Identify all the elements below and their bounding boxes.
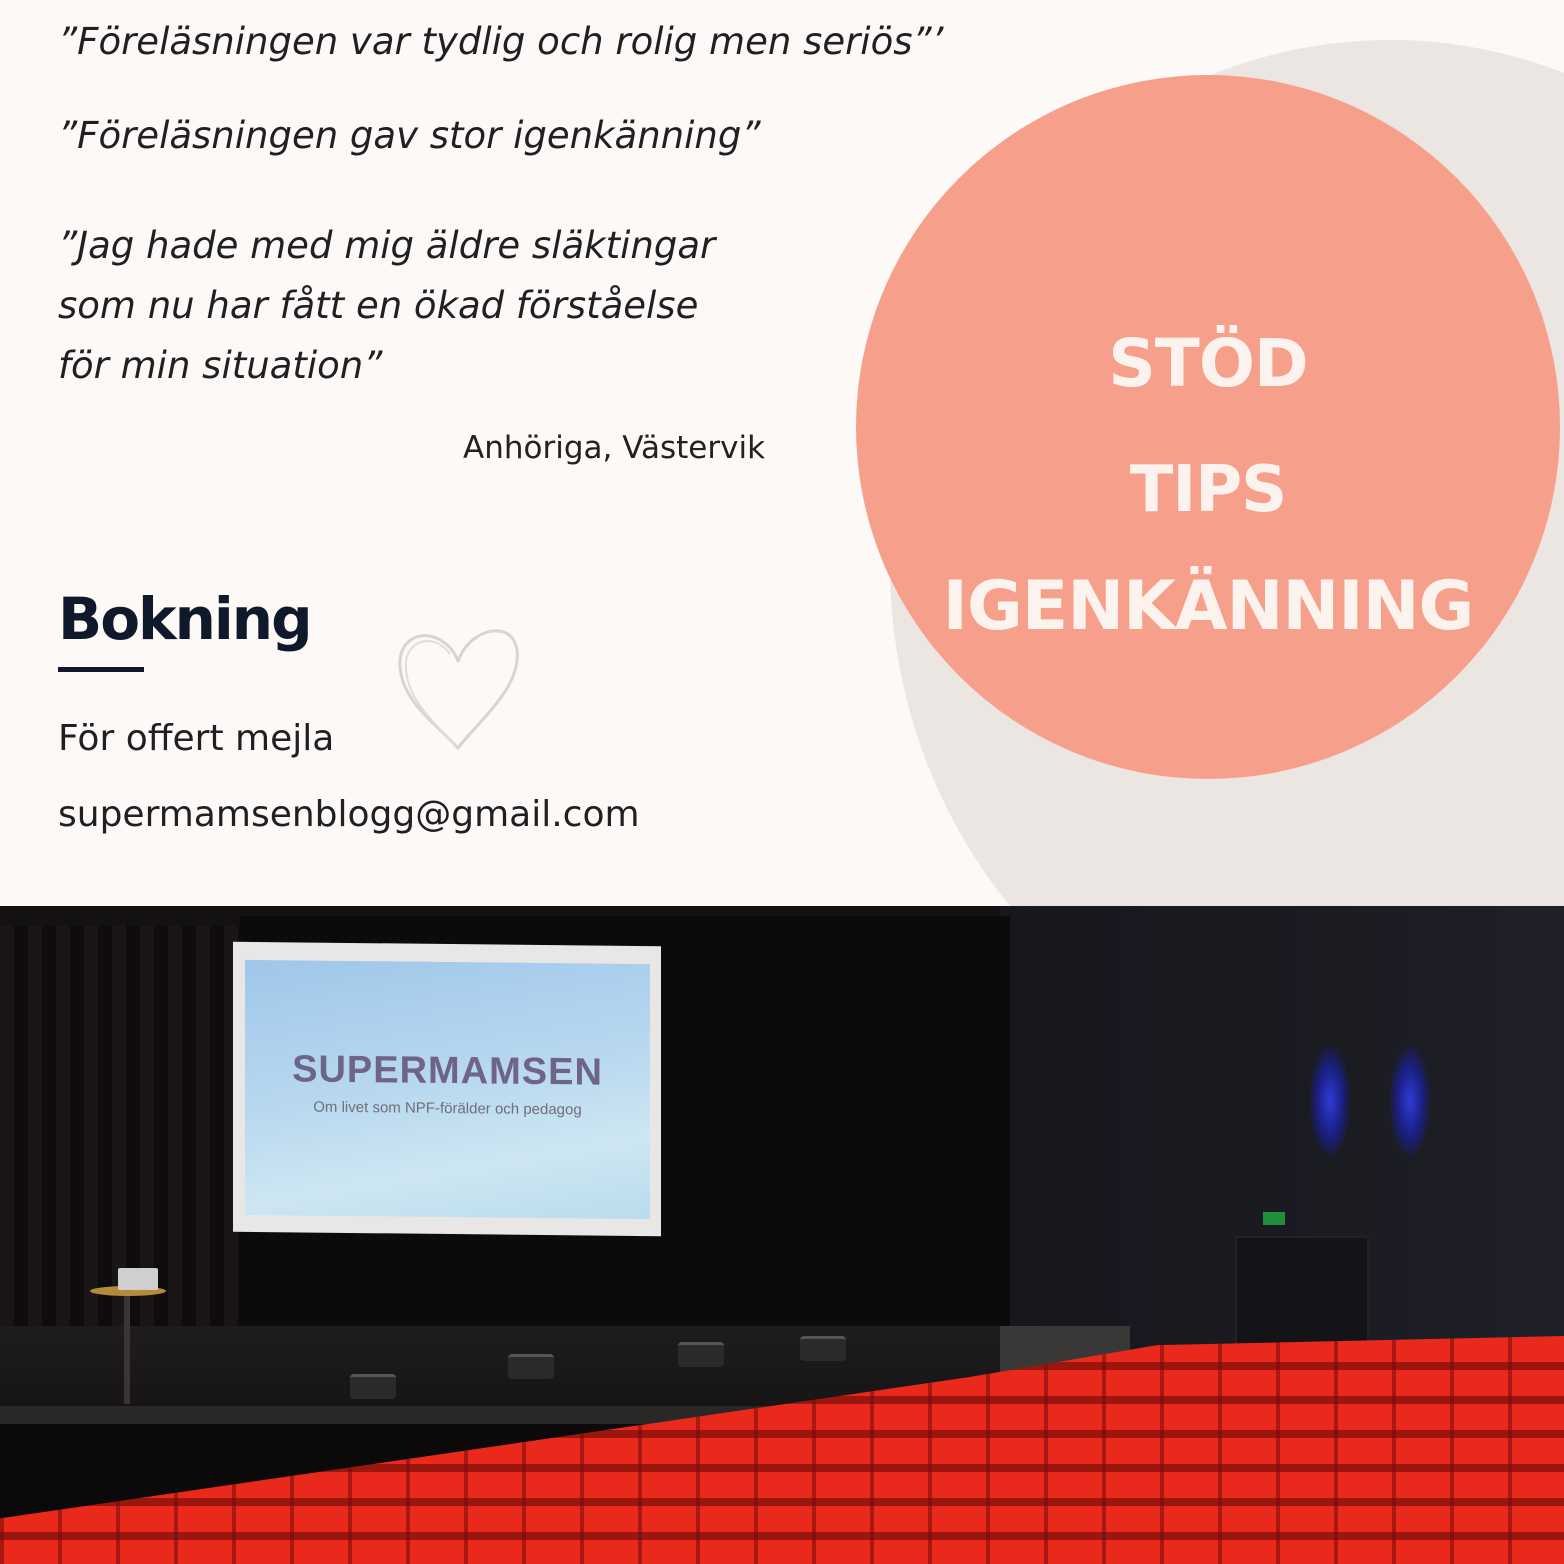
keywords-circle <box>856 75 1560 779</box>
exit-sign <box>1263 1212 1285 1225</box>
projected-slide <box>245 960 650 1219</box>
blue-light-left <box>1310 1046 1350 1156</box>
slide-subtitle: Om livet som NPF-förälder och pedagog <box>313 1098 582 1119</box>
quote-attribution: Anhöriga, Västervik <box>463 430 766 466</box>
stage-monitor-speaker <box>800 1336 846 1361</box>
contact-email[interactable]: supermamsenblogg@gmail.com <box>58 794 640 835</box>
stage-monitor-speaker <box>508 1354 554 1379</box>
quote-3-line-2: som nu har fått en ökad förståelse <box>58 284 699 327</box>
stage-curtain <box>0 926 240 1366</box>
booking-heading: Bokning <box>58 585 311 653</box>
keyword-tips: TIPS <box>1129 453 1287 527</box>
quote-1: ”Föreläsningen var tydlig och rolig men seriös”’ <box>58 20 944 63</box>
lectern-stand <box>124 1294 130 1404</box>
heart-outline-icon <box>392 620 524 756</box>
offer-text: För offert mejla <box>58 718 335 759</box>
keyword-stod: STÖD <box>1108 325 1308 402</box>
blue-light-right <box>1390 1046 1430 1156</box>
booking-underline <box>58 667 144 672</box>
keyword-igenkanning: IGENKÄNNING <box>942 567 1474 646</box>
quote-3-line-1: ”Jag hade med mig äldre släktingar <box>58 224 716 267</box>
laptop <box>118 1268 158 1290</box>
auditorium-photo <box>0 906 1564 1564</box>
slide-title: SUPERMAMSEN <box>292 1048 603 1094</box>
projection-screen <box>233 942 661 1236</box>
stage-monitor-speaker <box>678 1342 724 1367</box>
quote-2: ”Föreläsningen gav stor igenkänning” <box>58 114 761 157</box>
stage-monitor-speaker <box>350 1374 396 1399</box>
quote-3-line-3: för min situation” <box>58 344 383 387</box>
